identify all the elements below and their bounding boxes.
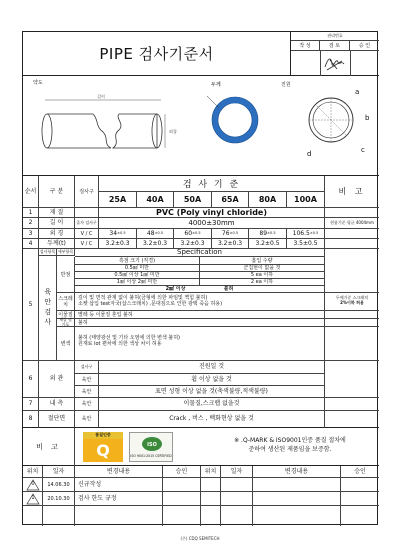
row-outer-item: 외 경 (39, 229, 75, 239)
rev-head-approve-1: 승인 (163, 466, 201, 478)
approval-block (291, 32, 379, 76)
row-inner-no: 7 (23, 398, 39, 411)
approval-approve-label: 승 인 (350, 41, 379, 51)
appearance-head-detail: 세부항목 (57, 249, 75, 256)
appearance-item: 육안검사 (39, 256, 57, 361)
row-outside-item: 외 관 (39, 361, 75, 398)
outside-row-2-value: 표면 성형 이상 없을 것(축색불량,적색불량) (99, 386, 325, 398)
rev-head-approve-2: 승인 (341, 466, 379, 478)
header-no: 순서 (23, 176, 39, 208)
note-text (205, 437, 375, 453)
outer-25a: 34 ±0.5 (99, 229, 137, 239)
diagram-label: 약도 (33, 80, 43, 86)
page-title: PIPE 검사기준서 (23, 32, 291, 76)
row-length-remark: 현품기준 평균 4004mm (325, 218, 379, 229)
scratch-remark (325, 293, 379, 311)
row-cut-no: 8 (23, 411, 39, 428)
thick-65a: 3.2±0.3 (212, 239, 249, 249)
thickness-label: 두께 (211, 82, 221, 88)
scratch-remark-line-2: 2%이하 허용 (340, 299, 364, 305)
size-80a: 80A (249, 192, 287, 208)
row-length-item: 길 이 (39, 218, 75, 229)
dot-col-right: 흠입 수량 (200, 257, 325, 265)
control-number-label: 관리번호 (291, 32, 379, 41)
stain-label: 재질 및 기포 (57, 319, 75, 327)
row-appearance-no: 5 (23, 249, 39, 361)
scratch-text-line-1: 깊이 및 면적 관계 없이 불허(금형에 의한 파임및 찍힘 불허) (78, 295, 208, 301)
color-label: 변색 (57, 327, 75, 361)
thick-80a: 3.2±0.5 (249, 239, 287, 249)
dot-row-3-size: 1㎟ 이상 2㎟ 미만 (75, 279, 200, 286)
outside-row-2-tool: 육안 (75, 386, 99, 398)
diagram-section (23, 76, 379, 176)
stain-text: 불허 (75, 319, 325, 327)
footer-company: (주) CDQ SEMITECH (180, 535, 220, 541)
row-cut-tool: 육안 (75, 411, 99, 428)
outer-50a: 60 ±0.5 (174, 229, 212, 239)
scratch-remark-line-1: 두께기준 스크레치 (335, 295, 369, 300)
row-outside-no: 6 (23, 361, 39, 398)
note-text-line-2: 준하여 생산된 제품임을 보증함. (248, 446, 332, 454)
appearance-head-part: 검사항목 (39, 249, 57, 256)
rev-row-2-no: 1 (23, 492, 43, 506)
dot-row-4: 2㎟ 이상 불허 (75, 286, 325, 293)
outside-row-1-tool: 육안 (75, 374, 99, 386)
outside-head-tool: 검사구 (75, 361, 99, 374)
scratch-text-line-2: 소켓 삽입 test자국(삽스크래치) ,문대짐으로 인한 광택 죽음 허용) (78, 301, 223, 307)
outside-row-1-value: 휨 이상 없을 것 (99, 374, 325, 386)
header-item: 구 분 (39, 176, 75, 208)
note-label: 비 고 (23, 428, 75, 466)
row-inner-item: 내 측 (39, 398, 75, 411)
rev-row-2-date: 20.10.30 (43, 492, 75, 506)
header-remark: 비 고 (325, 176, 379, 208)
dot-label: 반점 (57, 257, 75, 293)
thick-50a: 3.2±0.3 (174, 239, 212, 249)
note-section (23, 428, 379, 466)
foreign-label: 이물질 (57, 311, 75, 319)
rev-row-1-date: 14.06.30 (43, 478, 75, 492)
outer-40a: 48 ±0.5 (137, 229, 174, 239)
cross-section-diagram (205, 90, 265, 150)
roundness-letter-b: b (365, 114, 370, 122)
q-mark-icon: Q (83, 439, 123, 462)
row-thick-item: 두께(t) (39, 239, 75, 249)
row-inner-value: 이물질,스크랩 없을것 (99, 398, 325, 411)
rev-row-2-content: 검사 한도 규정 (75, 492, 163, 506)
rev-head-content-2: 변경내용 (253, 466, 341, 478)
thick-40a: 3.2±0.3 (137, 239, 174, 249)
row-outer-tool: V / C (75, 229, 99, 239)
row-thick-no: 4 (23, 239, 39, 249)
rev-head-no-1: 위치 (23, 466, 43, 478)
rev-head-date-2: 일자 (221, 466, 253, 478)
dot-row-1-qty: 군집현이 없을 것 (200, 265, 325, 272)
row-cut-item: 절단면 (39, 411, 75, 428)
roundness-letter-c: c (361, 146, 365, 154)
row-outer-no: 3 (23, 229, 39, 239)
scratch-label: 스크레치 (57, 293, 75, 311)
size-100a: 100A (287, 192, 325, 208)
signature-image (322, 52, 348, 74)
pipe-od-label: 외경 (169, 129, 177, 134)
note-text-line-1: ※ .Q-MARK & ISO9001인증 품질 절차에 (234, 437, 346, 444)
iso-globe-icon (140, 435, 164, 453)
dot-row-3-qty: 2 ea 이하 (200, 279, 325, 286)
row-inner-tool: 육안 (75, 398, 99, 411)
row-cut-value: Crack , 버스 , 백화현상 없을 것 (99, 411, 325, 428)
iso-cert-logo (129, 432, 173, 462)
size-25a: 25A (99, 192, 137, 208)
row-material-no: 1 (23, 208, 39, 218)
approval-write-label: 작 성 (291, 41, 320, 51)
iso-cert-text: ISO 9001:2015 CERTIFIED (130, 454, 172, 459)
color-text-line-1: 불허 (태양광선 및 기타 오염에 의한 변색 불허) (78, 335, 180, 341)
quality-badge-text: 품질인증 (83, 432, 123, 439)
rev-row-1-content: 신규작성 (75, 478, 163, 492)
outer-65a: 76 ±0.5 (212, 229, 249, 239)
dot-row-2-qty: 5 ea 이하 (200, 272, 325, 279)
outer-100a: 106.5 ±0.5 (287, 229, 325, 239)
outside-head-value: 진원일 것 (99, 361, 325, 374)
roundness-letter-a: a (355, 88, 360, 96)
row-thick-tool: V / C (75, 239, 99, 249)
foreign-text: 별레 등 이물질 혼입 불허 (75, 311, 325, 319)
quality-badge-logo (83, 432, 123, 462)
color-text (75, 327, 325, 361)
header-tool: 검사구 (75, 176, 99, 208)
outer-80a: 89 ±0.5 (249, 229, 287, 239)
thick-100a: 3.5±0.5 (287, 239, 325, 249)
scratch-text (75, 293, 325, 311)
approval-review-label: 검 토 (320, 41, 350, 51)
roundness-label: 진원 (281, 82, 291, 88)
row-length-value: 4000±30mm (99, 218, 325, 229)
inspection-sheet (22, 31, 378, 525)
rev-head-date-1: 일자 (43, 466, 75, 478)
pipe-side-view-diagram (33, 88, 183, 168)
dot-col-left: 흑점 크기 (직경) (75, 257, 200, 265)
rev-head-content-1: 변경내용 (75, 466, 163, 478)
thick-25a: 3.2±0.3 (99, 239, 137, 249)
roundness-diagram (295, 84, 375, 164)
dot-row-1-size: 0.5㎟ 미만 (75, 265, 200, 272)
appearance-spec-label: Specification (75, 249, 325, 257)
dot-row-2-size: 0.5㎟ 이상 1㎟ 미만 (75, 272, 200, 279)
header-standard: 검 사 기 준 (99, 176, 325, 192)
inspection-table (23, 176, 379, 428)
color-text-line-2: 원재료 lot 편차에 의한 색상 차이 허용 (78, 341, 162, 347)
rev-head-no-2: 위치 (201, 466, 221, 478)
row-length-no: 2 (23, 218, 39, 229)
size-65a: 65A (212, 192, 249, 208)
row-material-value: PVC (Poly vinyl chloride) (99, 208, 325, 218)
size-50a: 50A (174, 192, 212, 208)
roundness-letter-d: d (307, 150, 312, 158)
svg-text:ISO: ISO (147, 442, 157, 448)
size-40a: 40A (137, 192, 174, 208)
revision-table (23, 466, 379, 526)
row-material-item: 재 질 (39, 208, 75, 218)
pipe-length-label: 길이 (97, 94, 105, 99)
rev-row-1-no: 0 (23, 478, 43, 492)
row-length-tool: 줄자 검사구 (75, 218, 99, 229)
